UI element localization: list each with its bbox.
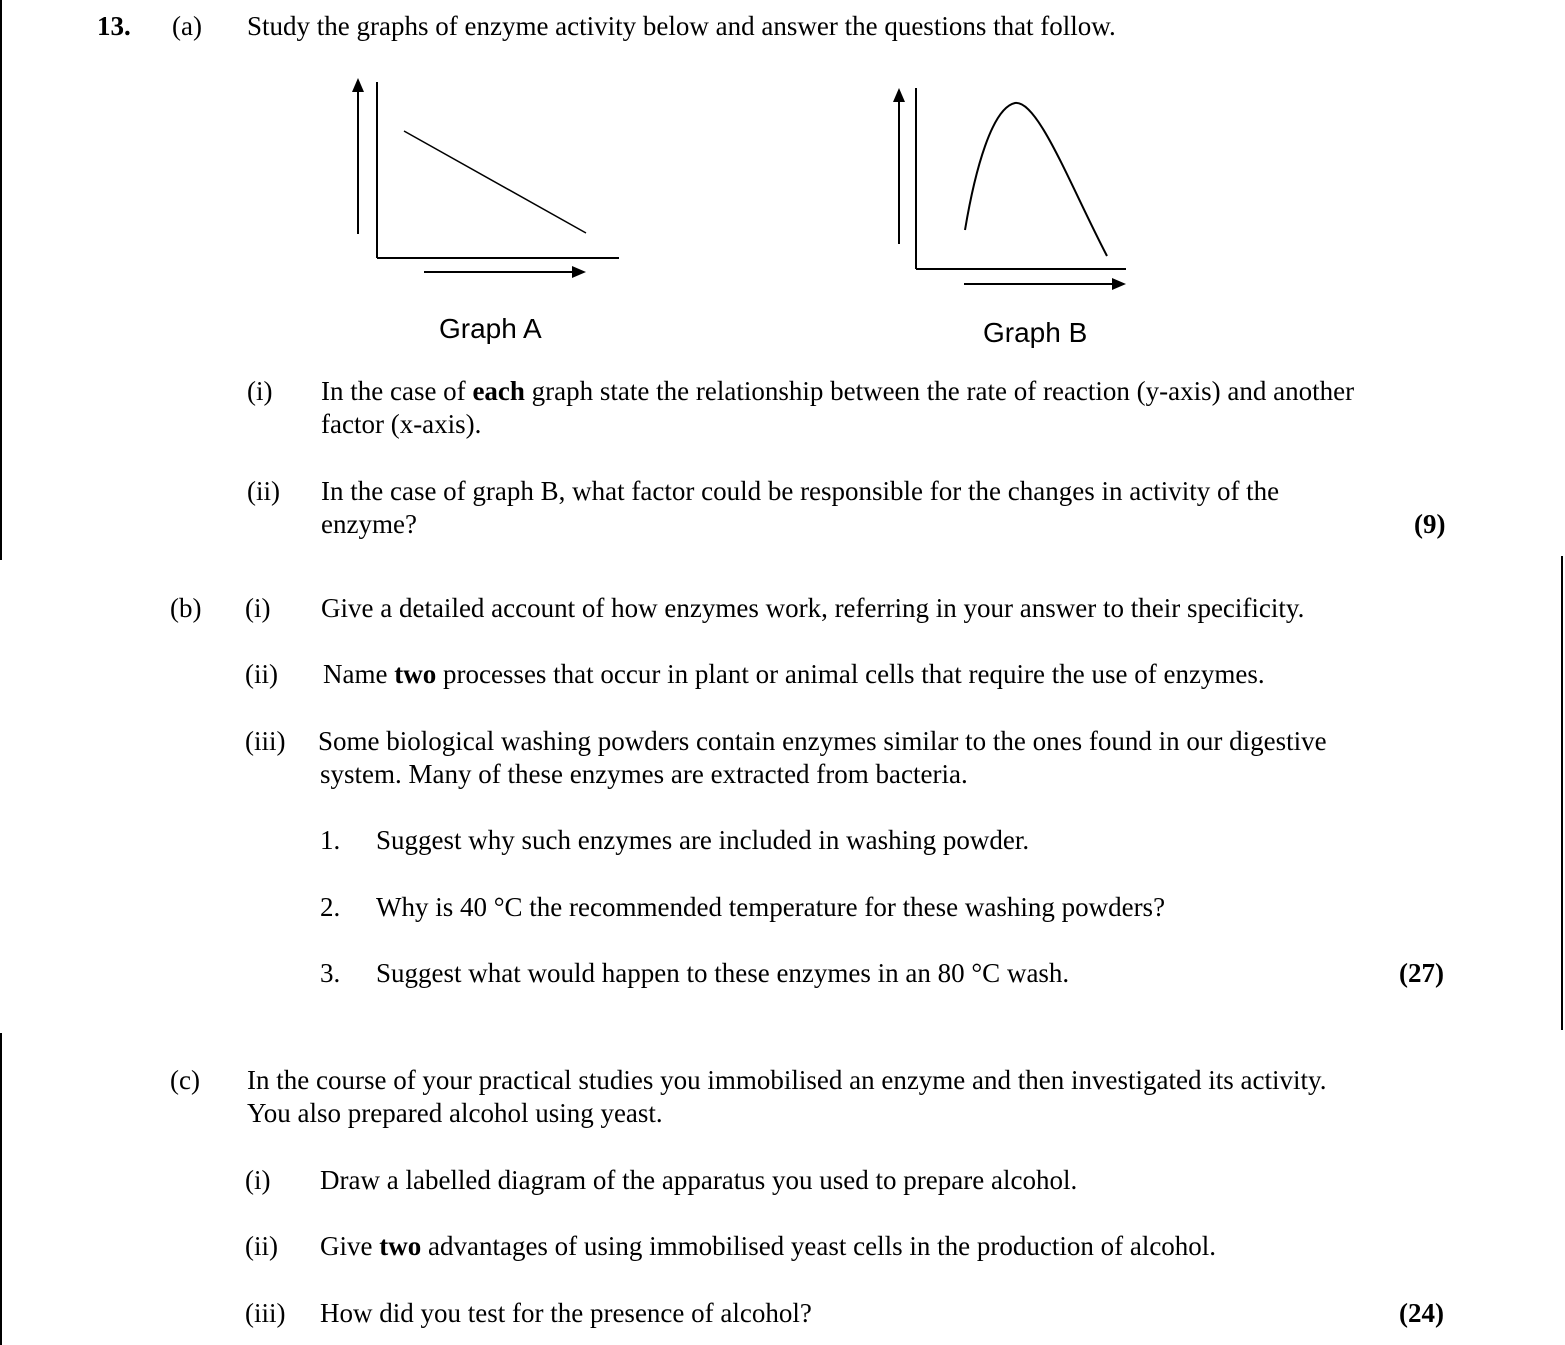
part-c-marks: (24)	[1399, 1298, 1444, 1328]
part-a-i-line1	[321, 375, 1354, 408]
part-b-ii-bold: two	[394, 659, 437, 689]
graph-a-title: Graph A	[439, 313, 542, 344]
left-margin-rule	[0, 0, 2, 560]
part-c-intro-line1: In the course of your practical studies you immobilised an enzyme and then investigated its activity.	[247, 1065, 1327, 1095]
part-b-label: (b)	[170, 593, 202, 623]
part-c-iii-text: How did you test for the presence of alcohol?	[320, 1298, 812, 1328]
part-a-i-label: (i)	[247, 376, 273, 406]
part-b-item-2-num: 2.	[320, 892, 341, 922]
part-c-ii-text	[320, 1230, 1216, 1263]
part-a-i-pre: In the case of	[321, 376, 473, 406]
question-number: 13.	[97, 11, 131, 41]
part-c-intro-line2: You also prepared alcohol using yeast.	[247, 1098, 663, 1128]
part-b-ii-text	[323, 658, 1265, 691]
part-a-i-bold: each	[472, 376, 525, 406]
part-b-item-3-text: Suggest what would happen to these enzymes in an 80 °C wash.	[376, 958, 1070, 988]
part-b-ii-post: processes that occur in plant or animal cells that require the use of enzymes.	[436, 659, 1265, 689]
part-a-ii-label: (ii)	[247, 476, 280, 506]
left-margin-rule-lower	[0, 1033, 2, 1345]
part-c-ii-pre: Give	[320, 1231, 380, 1261]
graph-b	[880, 80, 1140, 305]
part-b-item-1-num: 1.	[320, 825, 341, 855]
part-b-ii-pre: Name	[323, 659, 395, 689]
part-b-item-1-text: Suggest why such enzymes are included in washing powder.	[376, 825, 1030, 855]
graph-a	[340, 70, 630, 290]
part-c-ii-post: advantages of using immobilised yeast cells in the production of alcohol.	[421, 1231, 1217, 1261]
part-a-ii-line2: enzyme?	[321, 509, 417, 539]
graph-b-curve	[965, 103, 1107, 256]
part-a-i-post: graph state the relationship between the rate of reaction (y-axis) and another	[524, 376, 1355, 406]
part-b-iii-line2: system. Many of these enzymes are extracted from bacteria.	[320, 759, 968, 789]
part-c-i-text: Draw a labelled diagram of the apparatus you used to prepare alcohol.	[320, 1165, 1078, 1195]
part-b-ii-label: (ii)	[245, 659, 278, 689]
part-b-item-2-text: Why is 40 °C the recommended temperature for these washing powders?	[376, 892, 1166, 922]
part-c-iii-label: (iii)	[245, 1298, 286, 1328]
graph-b-title: Graph B	[983, 317, 1088, 348]
graph-a-x-arrowhead	[572, 266, 586, 278]
part-b-iii-line1: Some biological washing powders contain enzymes similar to the ones found in our digestive	[318, 726, 1327, 756]
part-c-ii-label: (ii)	[245, 1231, 278, 1261]
part-a-ii-line1: In the case of graph B, what factor could be responsible for the changes in activity of the	[321, 476, 1280, 506]
part-c-ii-bold: two	[379, 1231, 422, 1261]
part-c-label: (c)	[170, 1065, 200, 1095]
right-margin-rule	[1561, 556, 1563, 1030]
part-b-marks: (27)	[1399, 958, 1444, 988]
part-b-item-3-num: 3.	[320, 958, 341, 988]
part-a-intro: Study the graphs of enzyme activity below and answer the questions that follow.	[247, 11, 1116, 41]
part-c-i-label: (i)	[245, 1165, 271, 1195]
graph-a-y-arrowhead	[352, 78, 364, 92]
part-a-label: (a)	[172, 11, 202, 41]
part-a-marks: (9)	[1414, 509, 1446, 539]
part-b-i-text: Give a detailed account of how enzymes work, referring in your answer to their specificity.	[321, 593, 1305, 623]
part-b-i-label: (i)	[245, 593, 271, 623]
graph-b-x-arrowhead	[1112, 278, 1126, 290]
part-a-i-line2: factor (x-axis).	[321, 409, 482, 439]
graph-a-curve	[404, 131, 586, 233]
graph-b-y-arrowhead	[893, 88, 905, 102]
part-b-iii-label: (iii)	[245, 726, 286, 756]
